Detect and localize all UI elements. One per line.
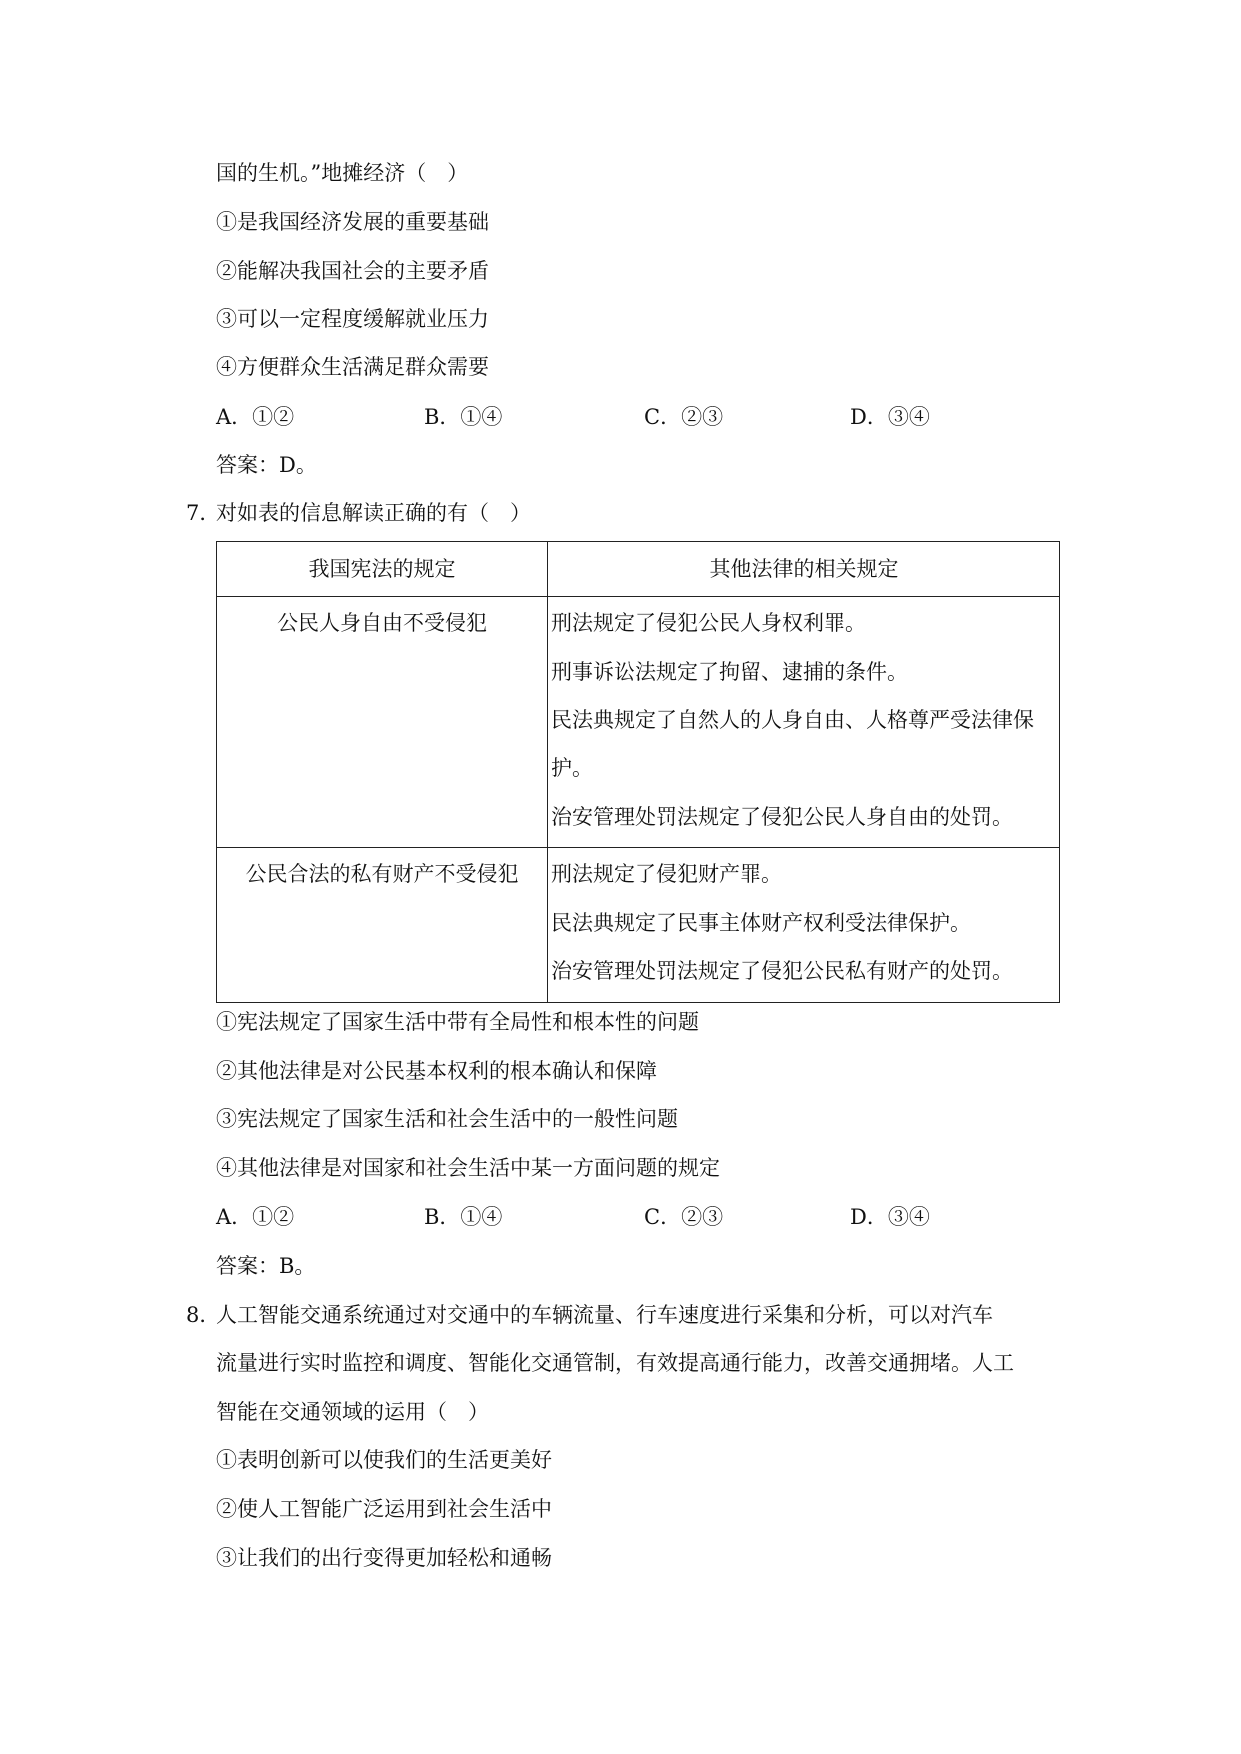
q6-option-c: C．②③	[644, 405, 724, 429]
q7-option-d: D．③④	[850, 1205, 930, 1229]
q6-statement-1: ①是我国经济发展的重要基础	[216, 210, 489, 234]
table-row-1-right-line-4: 护。	[551, 756, 593, 780]
q6-option-d: D．③④	[850, 405, 930, 429]
q8-statement-3: ③让我们的出行变得更加轻松和通畅	[216, 1546, 552, 1570]
table-header-divider	[217, 596, 1059, 597]
q8-stem-line-2: 流量进行实时监控和调度、智能化交通管制，有效提高通行能力，改善交通拥堵。人工	[216, 1351, 1014, 1375]
q6-stem-tail: 国的生机。”地摊经济（ ）	[216, 161, 469, 185]
q7-table	[216, 541, 1060, 1003]
table-header-constitution: 我国宪法的规定	[308, 557, 456, 581]
table-row-1-right-line-3: 民法典规定了自然人的人身自由、人格尊严受法律保	[551, 708, 1034, 732]
q6-statement-4: ④方便群众生活满足群众需要	[216, 355, 489, 379]
q7-stem: 对如表的信息解读正确的有（ ）	[216, 501, 531, 525]
q8-stem-line-3: 智能在交通领域的运用（ ）	[216, 1400, 489, 1424]
q8-stem-line-1: 人工智能交通系统通过对交通中的车辆流量、行车速度进行采集和分析，可以对汽车	[216, 1303, 993, 1327]
q7-answer: 答案：B。	[216, 1254, 316, 1278]
table-row-1-right-line-1: 刑法规定了侵犯公民人身权利罪。	[551, 611, 866, 635]
q8-statement-2: ②使人工智能广泛运用到社会生活中	[216, 1497, 552, 1521]
q6-option-a: A．①②	[216, 405, 295, 429]
q6-answer: 答案：D。	[216, 453, 317, 477]
q7-option-a: A．①②	[216, 1205, 295, 1229]
q7-statement-2: ②其他法律是对公民基本权利的根本确认和保障	[216, 1059, 657, 1083]
q7-option-b: B．①④	[424, 1205, 503, 1229]
q7-statement-1: ①宪法规定了国家生活中带有全局性和根本性的问题	[216, 1010, 699, 1034]
q8-number: 8．	[186, 1303, 221, 1327]
table-row-1-right-line-2: 刑事诉讼法规定了拘留、逮捕的条件。	[551, 660, 908, 684]
q7-option-c: C．②③	[644, 1205, 724, 1229]
table-row-2-left: 公民合法的私有财产不受侵犯	[245, 862, 519, 886]
table-row-1-left: 公民人身自由不受侵犯	[277, 611, 487, 635]
q6-statement-3: ③可以一定程度缓解就业压力	[216, 307, 489, 331]
q6-statement-2: ②能解决我国社会的主要矛盾	[216, 259, 489, 283]
table-row-divider	[217, 847, 1059, 848]
q7-number: 7．	[186, 501, 221, 525]
table-row-1-right-line-5: 治安管理处罚法规定了侵犯公民人身自由的处罚。	[551, 805, 1013, 829]
q7-statement-3: ③宪法规定了国家生活和社会生活中的一般性问题	[216, 1107, 678, 1131]
table-column-divider	[547, 542, 548, 1002]
table-row-2-right-line-1: 刑法规定了侵犯财产罪。	[551, 862, 782, 886]
q8-statement-1: ①表明创新可以使我们的生活更美好	[216, 1448, 552, 1472]
q6-option-b: B．①④	[424, 405, 503, 429]
table-header-other-laws: 其他法律的相关规定	[709, 557, 899, 581]
table-row-2-right-line-3: 治安管理处罚法规定了侵犯公民私有财产的处罚。	[551, 959, 1013, 983]
q7-statement-4: ④其他法律是对国家和社会生活中某一方面问题的规定	[216, 1156, 720, 1180]
table-row-2-right-line-2: 民法典规定了民事主体财产权利受法律保护。	[551, 911, 971, 935]
